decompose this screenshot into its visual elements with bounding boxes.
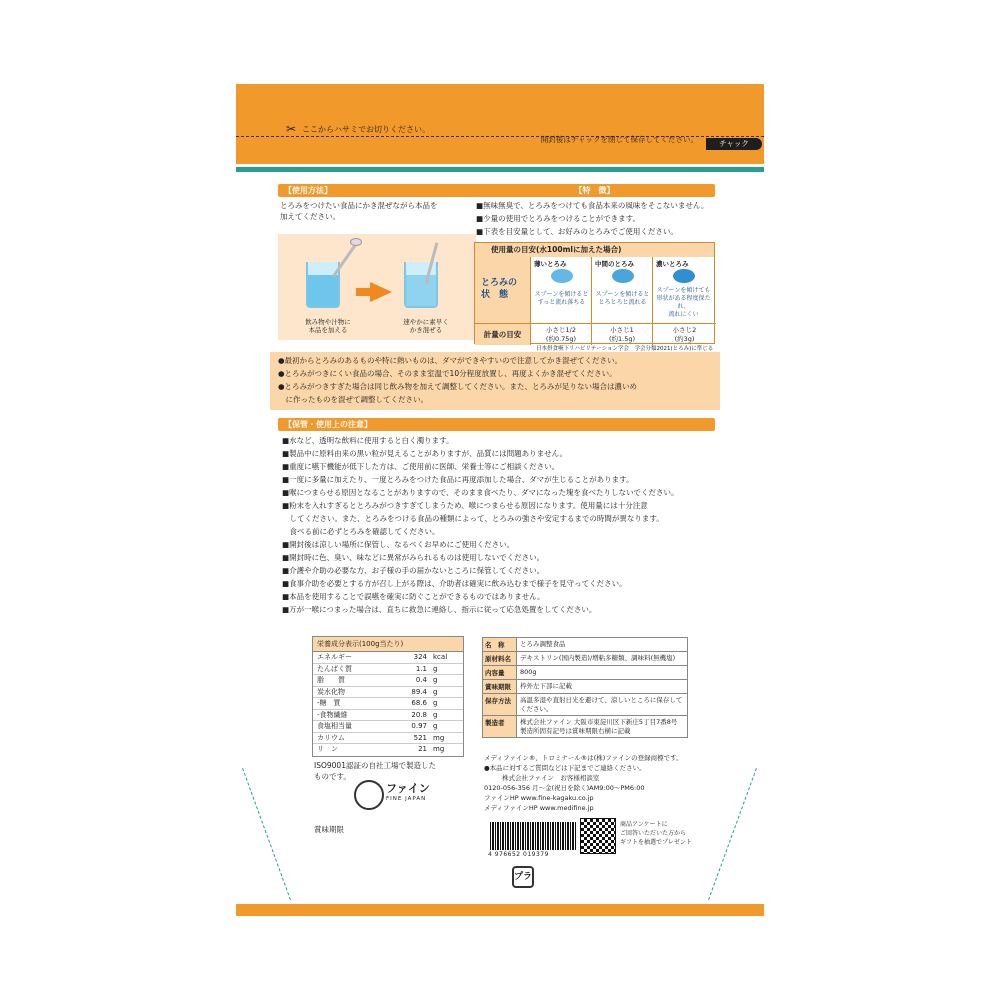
arrow-icon [370, 282, 392, 302]
zipper-tab: チャック [706, 138, 762, 150]
tips-box [270, 352, 720, 410]
fine-logo-icon [354, 780, 384, 810]
caution-item: ■介護や介助の必要な方、お子様の手の届かないところに保管してください。 [282, 566, 545, 575]
drop-icon [551, 269, 573, 283]
guide-amount: 小さじ1/2 (約0.75g) [531, 323, 592, 345]
tip-item: に作ったものを混ぜて調整してください。 [278, 395, 428, 404]
seal-instruction: 開封後はチャックを閉じて保存してください。 [540, 135, 698, 144]
caption-add: 飲み物や汁物に 本品を加える [305, 318, 351, 334]
caution-item: してください。また、とろみをつける食品の種類によって、とろみの強さや安定するまでの時間が異なります。 [282, 514, 664, 523]
caution-item: ■水など、透明な飲料に使用すると白く濁ります。 [282, 436, 454, 445]
zip-stripe [236, 167, 764, 172]
nutrition-row: 食塩相当量 0.97 g [313, 721, 463, 733]
guide-amount: 小さじ2 (約3g) [653, 323, 716, 345]
caution-item: ■本品を使用することで誤嚥を確実に防ぐことができるものではありません。 [282, 592, 545, 601]
guide-col-thin: 薄いとろみ スプーンを傾けると すっと流れ落ちる [531, 257, 592, 323]
guide-note: 日本摂食嚥下リハビリテーション学会 学会分類2021(とろみ)に準じる [536, 346, 714, 352]
bottom-band [236, 904, 764, 916]
caution-item: ■粉末を入れすぎるととろみがつきすぎてしまうため、喉につまらせる原因になります。使用量には十分注意 [282, 501, 648, 510]
barcode-number: 4 976652 019379 [488, 851, 549, 858]
usage-heading: 【使用方法】 [278, 184, 476, 197]
caution-item: ■重度に嚥下機能が低下した方は、ご使用前に医師、栄養士等にご相談ください。 [282, 462, 560, 471]
caution-item: ■食事介助を必要とする方が召し上がる際は、介助者は確実に飲み込むまで様子を見守ってください。 [282, 579, 627, 588]
nutrition-row: 脂 質 0.4 g [313, 675, 463, 687]
company-name: 株式会社ファイン お客様相談室 [502, 774, 600, 782]
nutrition-row: たんぱく質 1.1 g [313, 664, 463, 676]
caution-item: ■開封後は涼しい場所に保管し、なるべくお早めにご使用ください。 [282, 540, 515, 549]
homepage-medifine: メディファインHP www.medifine.jp [484, 804, 594, 812]
qr-code[interactable] [580, 818, 616, 854]
usage-illustration [278, 234, 476, 340]
survey-note: 商品アンケートに ご回答いただいた方から ギフトを抽選でプレゼント [620, 821, 692, 846]
logo-sub: FINE JAPAN [386, 796, 427, 802]
cautions-heading: 【保管・使用上の注意】 [278, 418, 715, 431]
caution-item: ■製品中に原料由来の黒い粒が見えることがありますが、品質には問題ありません。 [282, 449, 568, 458]
caution-item: 食べる前に必ずとろみを確認してください。 [282, 527, 440, 536]
cut-instruction: ここからハサミでお切りください。 [302, 125, 430, 134]
homepage-fine: ファインHP www.fine-kagaku.co.jp [484, 794, 594, 802]
spec-row: 賞味期限 枠外左下部に記載 [483, 680, 687, 694]
tip-item: ●とろみがつきすぎた場合は同じ飲み物を加えて調整してください。また、とろみが足りない場合は濃いめ [278, 382, 638, 391]
package-back [236, 84, 764, 916]
caution-item: ■万が一喉につまった場合は、直ちに救急に連絡し、指示に従って応急処置をしてください。 [282, 605, 597, 614]
guide-amount-label: 計量の目安 [475, 323, 531, 345]
spec-row: 内容量 800g [483, 666, 687, 680]
glass-mixed-icon [404, 262, 438, 308]
cautions-list [282, 434, 679, 616]
spec-row: 保存方法 高温多湿や直射日光を避けて、涼しいところに保存してください。 [483, 694, 687, 716]
guide-row-label: とろみの 状 態 [481, 278, 518, 300]
expiry-label: 賞味期限 [314, 825, 344, 834]
spec-row: 原材料名 デキストリン(国内製造)/増粘多糖類、調味料(無機塩) [483, 652, 687, 666]
nutrition-row: -食物繊維 20.8 g [313, 710, 463, 722]
feature-item: ■下表を目安量として、お好みのとろみでご使用ください。 [476, 227, 678, 236]
usage-intro-2: 加えてください。 [280, 212, 340, 221]
drop-icon [673, 269, 695, 283]
feature-item: ■少量の使用でとろみをつけることができます。 [476, 214, 640, 223]
thickness-guide-table [474, 242, 715, 344]
barcode [490, 822, 576, 850]
caution-item: ■一度に多量に加えたり、一度とろみをつけた食品に再度添加した場合、ダマが生じることがあります。 [282, 475, 634, 484]
nutrition-row: エネルギー 324 kcal [313, 652, 463, 664]
iso-note: ISO9001認証の自社工場で製造した ものです。 [314, 761, 436, 781]
features-heading: 【特 徴】 [474, 184, 715, 197]
glass-icon [306, 262, 340, 308]
phone-number: 0120-056-356 月〜金(祝日を除く)AM9:00〜PM6:00 [484, 784, 645, 792]
product-spec-table [482, 637, 688, 738]
caution-item: ■開封時に色、臭い、味などに異常がみられるものは使用しないでください。 [282, 553, 545, 562]
guide-header: 使用量の目安(水100mlに加えた場合) [475, 243, 714, 257]
nutrition-row: カリウム 521 mg [313, 733, 463, 745]
guide-col-medium: 中間のとろみ スプーンを傾けると とろとろと流れる [592, 257, 653, 323]
scissors-icon: ✂ [286, 122, 297, 136]
usage-intro-1: とろみをつけたい食品にかき混ぜながら本品を [280, 201, 438, 210]
spoon-icon [332, 241, 359, 277]
company-info [484, 753, 683, 813]
nutrition-table [312, 636, 464, 757]
drop-icon [612, 269, 634, 283]
tip-item: ●とろみがつきにくい食品の場合、そのまま室温で10分程度放置し、再度よくかき混ぜてください。 [278, 369, 617, 378]
guide-amount: 小さじ1 (約1.5g) [592, 323, 653, 345]
nutrition-row: 炭水化物 89.4 g [313, 687, 463, 699]
trademark-note: メディファイン®、トロミナール®は(株)ファインの登録商標です。 [484, 754, 683, 762]
nutrition-title: 栄養成分表示(100g当たり) [313, 637, 463, 652]
recycle-mark-icon: プラ [512, 866, 534, 888]
spec-row: 名 称 とろみ調整食品 [483, 638, 687, 652]
tip-item: ●最初からとろみのあるものや特に熱いものは、ダマができやすいので注意してかき混ぜてください。 [278, 356, 623, 365]
caption-mix: 速やかに素早く かき混ぜる [403, 318, 449, 334]
inquiry-note: ●本品に対するご質問などは下記までご連絡ください。 [484, 764, 646, 772]
feature-item: ■無味無臭で、とろみをつけても食品本来の風味をそこないません。 [476, 201, 709, 210]
guide-col-thick: 濃いとろみ スプーンを傾けても 形状がある程度保たれ、 流れにくい [656, 260, 711, 318]
caution-item: ■喉につまらせる原因となることがありますので、そのまま食べたり、ダマになった塊を食べたりしないでください。 [282, 488, 679, 497]
nutrition-row: リ ン 21 mg [317, 745, 445, 753]
spec-row: 製造者 株式会社ファイン 大阪市東淀川区下新庄5丁目7番8号 製造所固有記号は賞味期限右横に記載 [483, 716, 687, 737]
nutrition-row: -糖 質 68.6 g [313, 698, 463, 710]
logo-name: ファイン [386, 782, 430, 795]
